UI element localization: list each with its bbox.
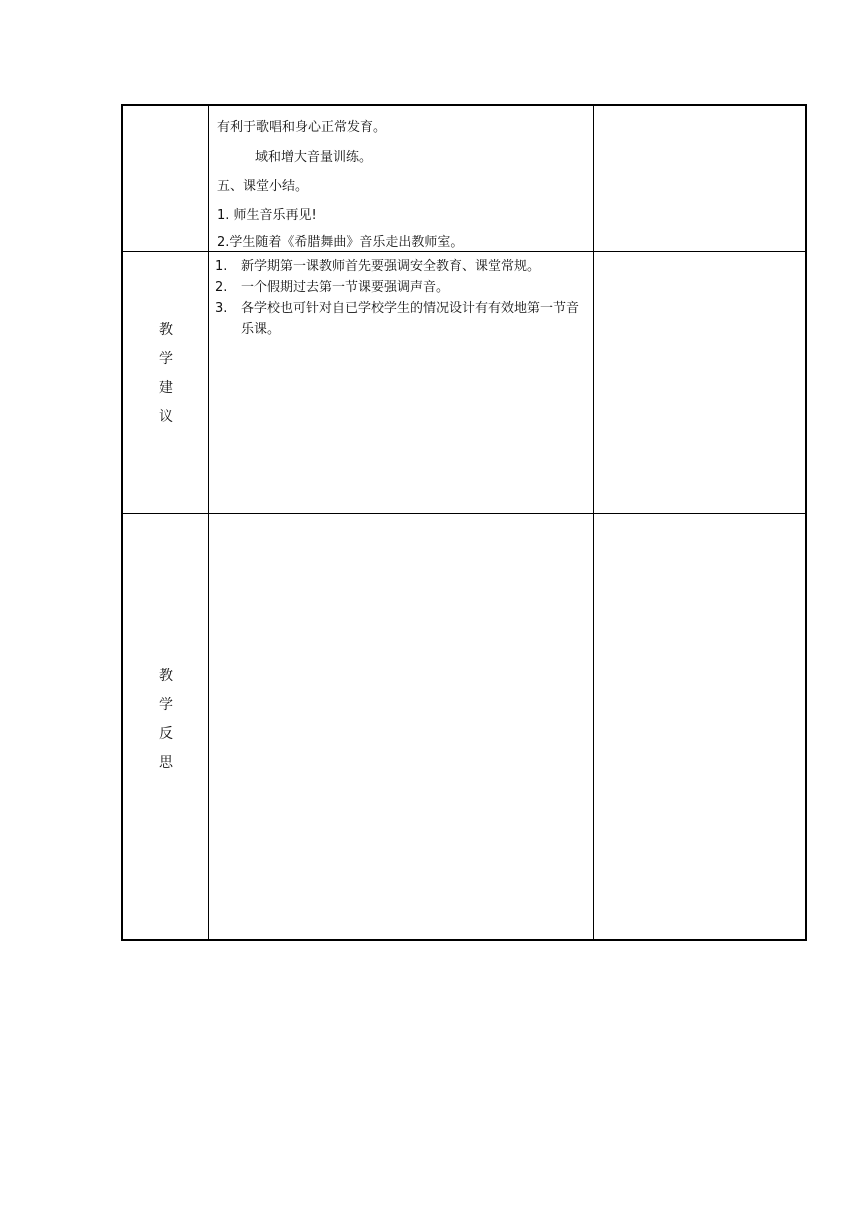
row-label-cell: [123, 514, 209, 939]
notes-cell: [594, 106, 805, 251]
row-label-teaching-reflection: 教 学 反 思: [159, 668, 173, 771]
notes-cell: [594, 514, 805, 939]
lesson-plan-table: [121, 104, 807, 941]
row-label-cell: [123, 106, 209, 251]
table-row-teaching-suggestions: [123, 251, 805, 513]
content-cell: [209, 106, 594, 251]
table-row-process: [123, 106, 805, 251]
text-line: 有利于歌唱和身心正常发育。: [217, 120, 387, 135]
content-cell: [209, 252, 594, 513]
notes-cell: [594, 252, 805, 513]
table-row-teaching-reflection: [123, 513, 805, 939]
row-label-teaching-suggestions: 教 学 建 议: [159, 322, 173, 425]
list-item: 2. 一个假期过去第一节课要强调声音。: [215, 280, 450, 295]
suggestion-list: [215, 256, 590, 340]
text-line: 2.学生随着《希腊舞曲》音乐走出教师室。: [217, 235, 464, 250]
row-label-cell: [123, 252, 209, 513]
text-line: 域和增大音量训练。: [255, 150, 373, 165]
text-line: 1. 师生音乐再见!: [217, 208, 317, 223]
text-line: 五、课堂小结。: [217, 179, 309, 194]
reflection-content-cell: [209, 514, 594, 939]
list-item: 1. 新学期第一课教师首先要强调安全教育、课堂常规。: [215, 259, 541, 274]
list-item: 3. 各学校也可针对自已学校学生的情况设计有有效地第一节音乐课。: [215, 301, 580, 337]
